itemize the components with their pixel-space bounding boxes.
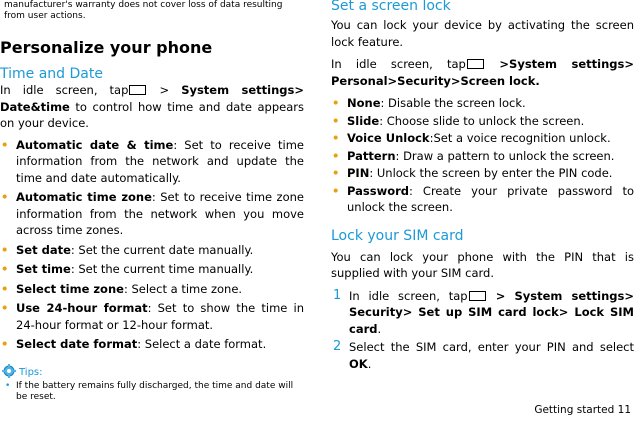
bullet-icon: • bbox=[332, 148, 340, 163]
bullet-icon: • bbox=[332, 183, 340, 198]
screen-lock-heading: Set a screen lock bbox=[331, 0, 451, 14]
step-number: 1 bbox=[333, 287, 342, 303]
tips-label: Tips: bbox=[19, 366, 43, 378]
list-item: • Set time: Set the current time manually. bbox=[1, 262, 254, 276]
tips-text: • If the battery remains fully discharged, the time and date will be reset. bbox=[5, 380, 294, 402]
list-item: • Use 24-hour format: Set to show the time in 24-hour format or 12-hour format. bbox=[1, 301, 305, 332]
screen-lock-desc: You can lock your device by activating the screen lock feature. bbox=[331, 18, 634, 49]
bullet-icon: • bbox=[332, 166, 340, 180]
step-item: 1 In idle screen, tap > System settings> Security> Set up SIM card lock> Lock SIM card. bbox=[333, 287, 634, 336]
tips-box bbox=[0, 360, 304, 403]
bullet-icon: • bbox=[5, 380, 11, 391]
bullet-icon: • bbox=[1, 281, 9, 296]
settings-path: System settings> Date&time bbox=[0, 83, 304, 114]
list-item: • Pattern: Draw a pattern to unlock the screen. bbox=[332, 148, 615, 163]
sim-lock-steps bbox=[331, 288, 634, 373]
bullet-icon: • bbox=[1, 262, 9, 276]
page-footer: Getting started 11 bbox=[534, 404, 631, 416]
list-item: • Password: Create your private password to unlock the screen. bbox=[332, 183, 634, 214]
bullet-icon: • bbox=[332, 131, 340, 145]
bullet-icon: • bbox=[1, 337, 9, 351]
bullet-icon: • bbox=[1, 242, 9, 257]
step-number: 2 bbox=[333, 339, 342, 354]
screen-lock-path: In idle screen, tap >System settings> Personal>Security>Screen lock. bbox=[331, 57, 634, 88]
intro-text: manufacturer's warranty does not cover loss of data resulting from user actions. bbox=[4, 0, 283, 21]
page-title: Personalize your phone bbox=[0, 38, 213, 57]
screen-lock-options bbox=[331, 95, 634, 216]
menu-icon bbox=[467, 59, 484, 69]
gear-icon bbox=[2, 364, 16, 378]
bullet-icon: • bbox=[332, 113, 340, 128]
time-date-heading: Time and Date bbox=[0, 66, 103, 82]
list-item: • Set date: Set the current date manually. bbox=[1, 242, 254, 257]
list-item: • Slide: Choose slide to unlock the screen. bbox=[332, 113, 585, 128]
list-item: • PIN: Unlock the screen by enter the PIN code. bbox=[332, 166, 613, 180]
list-item: • Automatic date & time: Set to receive time information from the network and update the time and date automatically. bbox=[1, 137, 304, 185]
bullet-icon: • bbox=[1, 301, 9, 315]
bullet-icon: • bbox=[1, 137, 9, 152]
time-date-intro: In idle screen, tap > System settings> Date&time to control how time and date appears on your device. bbox=[0, 83, 304, 130]
step-item: 2 Select the SIM card, enter your PIN and select OK. bbox=[333, 339, 634, 371]
menu-icon bbox=[469, 291, 486, 301]
bullet-icon: • bbox=[1, 190, 9, 204]
list-item: • Automatic time zone: Set to receive time zone information from the network when you move across time zones. bbox=[1, 190, 304, 237]
list-item: • None: Disable the screen lock. bbox=[332, 96, 526, 110]
sim-lock-heading: Lock your SIM card bbox=[331, 227, 464, 244]
bullet-icon: • bbox=[332, 96, 340, 110]
menu-icon bbox=[129, 85, 146, 95]
sim-lock-desc: You can lock your phone with the PIN that is supplied with your SIM card. bbox=[331, 249, 634, 280]
right-column bbox=[331, 0, 634, 372]
list-item: • Select time zone: Select a time zone. bbox=[1, 281, 243, 296]
left-column bbox=[0, 0, 304, 403]
tips-header bbox=[2, 360, 304, 379]
list-item: • Voice Unlock:Set a voice recognition unlock. bbox=[332, 131, 611, 145]
time-date-options bbox=[0, 137, 304, 353]
list-item: • Select date format: Select a date format. bbox=[1, 337, 267, 351]
